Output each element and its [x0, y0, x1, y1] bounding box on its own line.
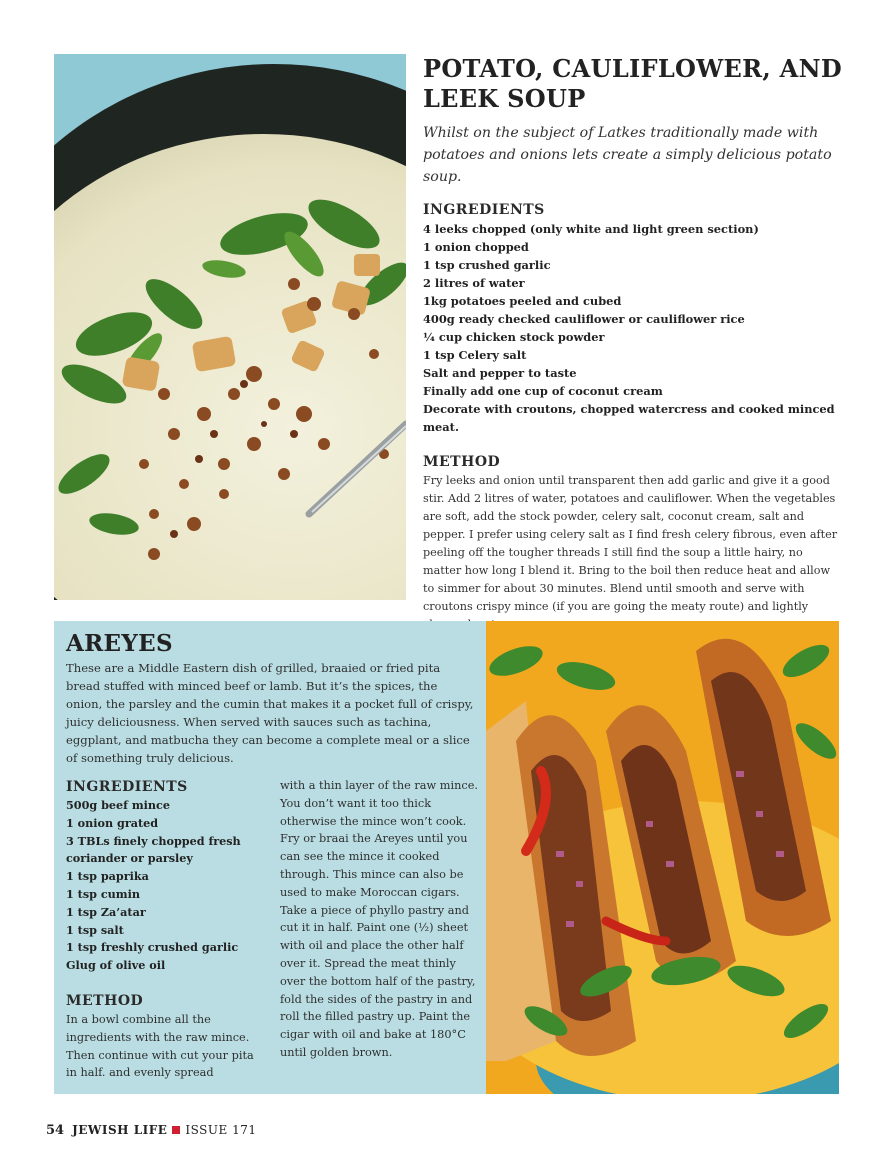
- areyes-intro: These are a Middle Eastern dish of grilled, braaied or fried pita bread stuffed with minced beef or lamb. But it’s the spices, the onion, the parsley and the cumin that makes it a pocket full of crispy, juicy deliciousness. When served with sauces such as tachina, eggplant, and matbucha they can become a complete meal or a slice of something truly delicious.: [66, 661, 474, 765]
- red-square-icon: [172, 1126, 180, 1134]
- areyes-ingredients-list: [66, 797, 266, 975]
- areyes-right-column: [280, 777, 480, 1062]
- areyes-ingredients-heading: INGREDIENTS: [66, 779, 188, 795]
- list-item: Salt and pepper to taste: [423, 366, 577, 380]
- stuffed-pita-photo-icon: [486, 621, 839, 1094]
- list-item: 1 tsp crushed garlic: [423, 258, 551, 272]
- soup-intro: Whilst on the subject of Latkes traditionally made with potatoes and onions lets create a simply delicious potato soup.: [423, 125, 832, 185]
- list-item: 3 TBLs finely chopped fresh coriander or parsley: [66, 833, 241, 866]
- list-item: 1 tsp Za’atar: [66, 904, 146, 919]
- list-item: Decorate with croutons, chopped watercress and cooked minced meat.: [423, 402, 835, 434]
- list-item: 1 tsp paprika: [66, 869, 149, 884]
- soup-bowl-photo-icon: [54, 54, 406, 600]
- list-item: 2 litres of water: [423, 276, 525, 290]
- list-item: ¼ cup chicken stock powder: [423, 330, 605, 344]
- soup-photo: [54, 54, 406, 600]
- soup-title: POTATO, CAULIFLOWER, AND LEEK SOUP: [423, 54, 842, 113]
- list-item: 1 onion grated: [66, 815, 159, 830]
- areyes-recipe-panel: [54, 621, 486, 1094]
- areyes-title: AREYES: [66, 630, 173, 657]
- list-item: 1 tsp Celery salt: [423, 348, 527, 362]
- soup-method-text: Fry leeks and onion until transparent then add garlic and give it a good stir. Add 2 litres of water, potatoes and cauliflower. When the vegetables are soft, add the stock powder, celery salt, coconut cream, salt and pepper. I prefer using celery salt as I find fresh celery fibrous, even after peeling off the tougher threads I still find the soup a little hairy, no matter how long I blend it. Bring to the boil then reduce heat and allow to simmer for about 30 minutes. Blend until smooth and serve with croutons crispy mince (if you are going the meaty route) and lightly: [423, 474, 838, 613]
- list-item: 4 leeks chopped (only white and light green section): [423, 222, 759, 236]
- areyes-method-text-part2: with a thin layer of the raw mince. You don’t want it too thick otherwise the mince won’t cook. Fry or braai the Areyes until you can see the mince it cooked through. This mince can also be used to make Moroccan cigars. Take a piece of phyllo pastry and cut it in half. Paint one (½) sheet with oil and place the other half over it. Spread the meat thinly over the bottom half of the pastry, fold the sides of the pastry in and roll the filled pastry up. Paint the cigar with oil and bake at 180°C until golden brown.: [280, 779, 478, 1059]
- areyes-photo: [486, 621, 839, 1094]
- areyes-method-text-part1: In a bowl combine all the ingredients with the raw mince. Then continue with cut your pita in half. and evenly spread: [66, 1012, 254, 1080]
- areyes-left-column: [66, 777, 266, 1082]
- list-item: 400g ready checked cauliflower or cauliflower rice: [423, 312, 745, 326]
- list-item: 1 onion chopped: [423, 240, 529, 254]
- list-item: Glug of olive oil: [66, 958, 166, 973]
- soup-ingredients-heading: INGREDIENTS: [423, 202, 545, 218]
- soup-method-heading: METHOD: [423, 454, 501, 470]
- list-item: 1 tsp salt: [66, 922, 124, 937]
- page-number: 54: [46, 1122, 65, 1138]
- areyes-method-heading: METHOD: [66, 992, 144, 1009]
- list-item: Finally add one cup of coconut cream: [423, 384, 663, 398]
- list-item: 1 tsp cumin: [66, 886, 141, 901]
- list-item: 500g beef mince: [66, 798, 170, 812]
- soup-ingredients-list: [423, 220, 843, 436]
- list-item: 1 tsp freshly crushed garlic: [66, 940, 239, 955]
- page-footer: [46, 1121, 256, 1139]
- issue-number: ISSUE 171: [185, 1123, 257, 1137]
- soup-recipe: [423, 54, 843, 634]
- list-item: 1kg potatoes peeled and cubed: [423, 294, 622, 308]
- magazine-name: JEWISH LIFE: [72, 1123, 168, 1137]
